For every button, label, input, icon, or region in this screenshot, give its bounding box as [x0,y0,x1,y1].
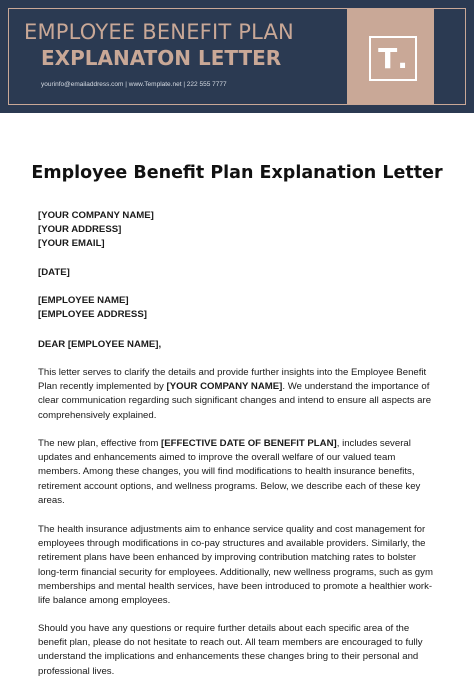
p2-text-a: The new plan, effective from [38,438,162,449]
salutation: DEAR [EMPLOYEE NAME], [38,339,162,350]
logo-letter: T [378,42,398,75]
logo-dot: . [397,42,408,75]
sender-email: [YOUR EMAIL] [38,238,105,250]
banner-contact-info: yourinfo@emailaddress.com | www.Template.net | 222 555 7777 [41,81,227,88]
p1-company-placeholder: [YOUR COMPANY NAME] [166,381,283,393]
paragraph-closing: Should you have any questions or require further details about each specific area of the benefit plan, please do not hesitate to reach out. All team members are encouraged to fully understand the implications and enhancements these changes bring to their personal and professional lives. [38,623,423,677]
paragraph-plan-overview [38,437,438,508]
letter-date: [DATE] [38,267,70,278]
sender-company: [YOUR COMPANY NAME] [38,210,154,221]
p2-text-b: , includes several updates and enhancements aimed to improve the overall welfare of our valued team members. Among these changes, you will find modifications to health insurance benefits, retirement account options, and wellness programs. Below, we describe each of these key areas. [38,438,421,506]
paragraph-details: The health insurance adjustments aim to enhance service quality and cost management for employees through modifications in co-pay structures and available providers. Similarly, the retirement plans have been enhanced by improving contribution matching rates to bolster long-term financial security for employees. Additionally, new wellness programs, such as gym memberships and mental health services, have been introduced to promote a healthier work-life balance among employees. [38,524,433,607]
p1-text-b: . We understand the importance of clear communication regarding such significant changes and intend to ensure all aspects are comprehensively explained. [38,381,432,421]
banner-title-line1: EMPLOYEE BENEFIT PLAN [24,20,294,44]
recipient-block [38,294,438,322]
template-logo [369,36,417,81]
recipient-address: [EMPLOYEE ADDRESS] [38,309,147,321]
header-banner [0,0,474,113]
paragraph-intro [38,366,438,423]
p1-text-a: This letter serves to clarify the details and provide further insights into the Employee Benefit Plan recently implemented by [38,367,427,393]
banner-title-line2: EXPLANATON LETTER [41,46,282,70]
sender-address: [YOUR ADDRESS] [38,224,122,236]
recipient-name: [EMPLOYEE NAME] [38,295,129,306]
document-title: Employee Benefit Plan Explanation Letter [31,163,443,183]
sender-block [38,209,438,252]
p2-date-placeholder: [EFFECTIVE DATE OF BENEFIT PLAN] [161,438,337,449]
